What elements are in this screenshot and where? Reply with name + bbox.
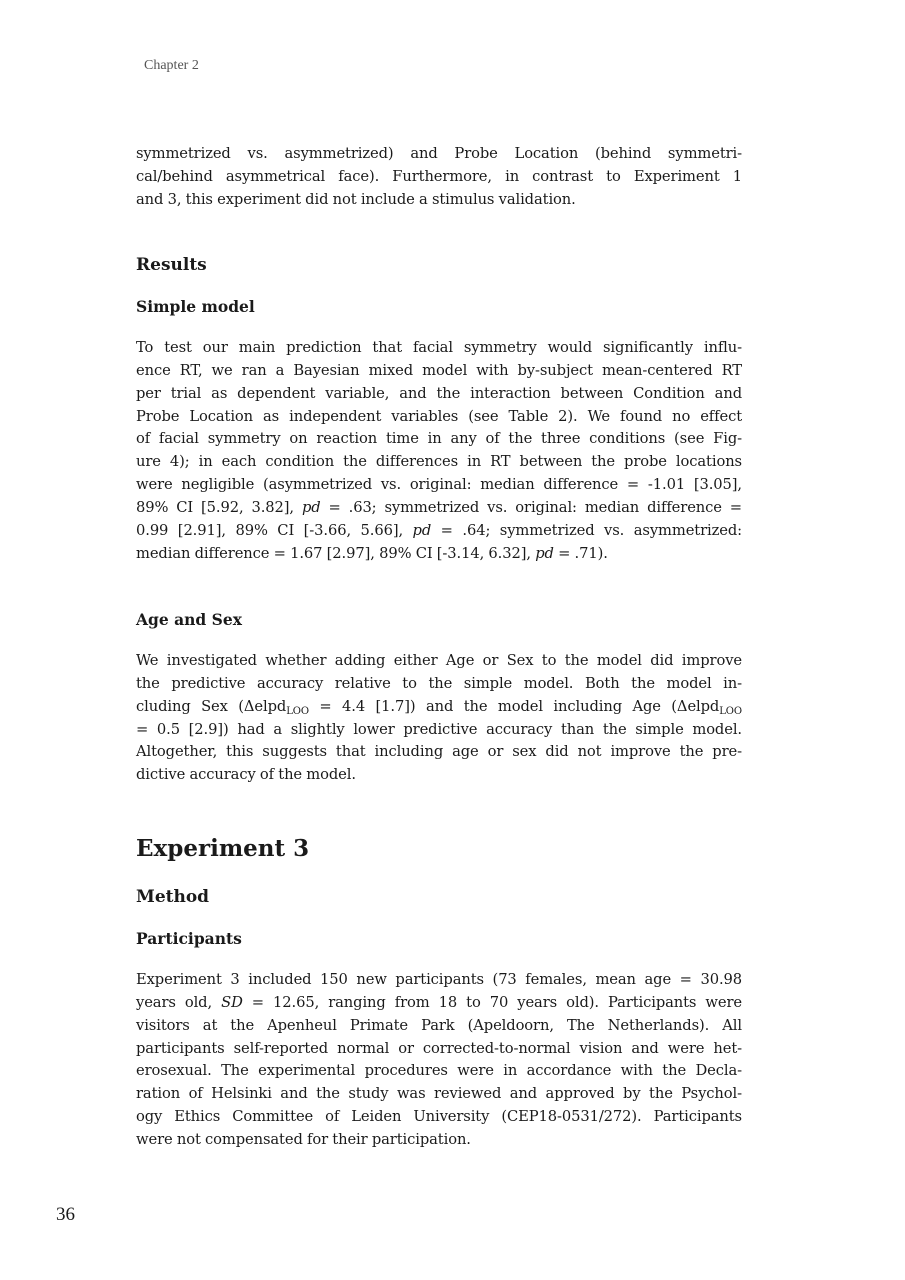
text-run: = .71). bbox=[553, 544, 608, 562]
paragraph-line: Experiment 3 included 150 new participants (73 females, mean age = 30.98 bbox=[136, 971, 742, 988]
pd-symbol: pd bbox=[412, 521, 432, 539]
participants-paragraph bbox=[136, 969, 742, 1152]
age-sex-paragraph bbox=[136, 650, 742, 787]
text-run: years old, bbox=[136, 993, 222, 1011]
paragraph-line: were not compensated for their participation. bbox=[136, 1130, 471, 1148]
text-run: = .63; symmetrized vs. original: median difference = bbox=[320, 498, 742, 516]
paragraph-line bbox=[136, 497, 742, 520]
paragraph-line bbox=[136, 696, 742, 719]
simple-model-paragraph bbox=[136, 337, 742, 565]
intro-line: and 3, this experiment did not include a stimulus validation. bbox=[136, 190, 576, 208]
paragraph-line: of facial symmetry on reaction time in any of the three conditions (see Fig- bbox=[136, 430, 742, 448]
paragraph-line: ence RT, we ran a Bayesian mixed model with by-subject mean-centered RT bbox=[136, 361, 742, 379]
paragraph-line: per trial as dependent variable, and the interaction between Condition and bbox=[136, 384, 742, 402]
paragraph-line: participants self-reported normal or corrected-to-normal vision and were het- bbox=[136, 1039, 742, 1057]
paragraph-line: We investigated whether adding either Age or Sex to the model did improve bbox=[136, 652, 742, 669]
age-sex-heading: Age and Sex bbox=[136, 610, 242, 629]
paragraph-line: To test our main prediction that facial symmetry would significantly influ- bbox=[136, 339, 742, 356]
paragraph-line: Probe Location as independent variables (see Table 2). We found no effect bbox=[136, 407, 742, 425]
loo-subscript: LOO bbox=[719, 705, 742, 717]
paragraph-line: were negligible (asymmetrized vs. original: median difference = -1.01 [3.05], bbox=[136, 476, 742, 494]
text-run: = 4.4 [1.7]) and the model including Age (Δelpd bbox=[308, 697, 720, 715]
text-run: 89% CI [5.92, 3.82], bbox=[136, 498, 302, 516]
running-head: Chapter 2 bbox=[144, 58, 199, 73]
sd-symbol: SD bbox=[221, 993, 243, 1011]
pd-symbol: pd bbox=[301, 498, 321, 516]
text-run: = .64; symmetrized vs. asymmetrized: bbox=[431, 521, 742, 539]
loo-subscript: LOO bbox=[286, 705, 309, 717]
text-run: = 12.65, ranging from 18 to 70 years old). Participants were bbox=[242, 993, 742, 1011]
text-run: cluding Sex (Δelpd bbox=[136, 697, 287, 715]
paragraph-line: dictive accuracy of the model. bbox=[136, 766, 356, 784]
paragraph-line: = 0.5 [2.9]) had a slightly lower predictive accuracy than the simple model. bbox=[136, 720, 742, 738]
paragraph-line: ogy Ethics Committee of Leiden University (CEP18-0531/272). Participants bbox=[136, 1108, 742, 1126]
paragraph-line bbox=[136, 543, 742, 566]
paragraph-line: visitors at the Apenheul Primate Park (Apeldoorn, The Netherlands). All bbox=[136, 1016, 742, 1034]
intro-line: symmetrized vs. asymmetrized) and Probe Location (behind symmetri- bbox=[136, 145, 742, 162]
intro-paragraph bbox=[136, 143, 742, 212]
results-heading: Results bbox=[136, 255, 207, 275]
experiment3-heading: Experiment 3 bbox=[136, 835, 310, 862]
intro-line: cal/behind asymmetrical face). Furthermore, in contrast to Experiment 1 bbox=[136, 167, 742, 185]
paragraph-line: erosexual. The experimental procedures were in accordance with the Decla- bbox=[136, 1062, 742, 1080]
pd-symbol: pd bbox=[535, 544, 554, 562]
paragraph-line: Altogether, this suggests that including age or sex did not improve the pre- bbox=[136, 743, 742, 761]
paragraph-line: the predictive accuracy relative to the simple model. Both the model in- bbox=[136, 674, 742, 692]
page-number: 36 bbox=[56, 1204, 75, 1225]
text-run: median difference = 1.67 [2.97], 89% CI [-3.14, 6.32], bbox=[136, 544, 536, 562]
paragraph-line: ure 4); in each condition the differences in RT between the probe locations bbox=[136, 453, 742, 471]
paragraph-line: ration of Helsinki and the study was reviewed and approved by the Psychol- bbox=[136, 1085, 742, 1103]
paragraph-line bbox=[136, 992, 742, 1015]
participants-heading: Participants bbox=[136, 929, 242, 948]
method-heading: Method bbox=[136, 887, 210, 907]
paragraph-line bbox=[136, 520, 742, 543]
text-run: 0.99 [2.91], 89% CI [-3.66, 5.66], bbox=[136, 521, 413, 539]
simple-model-heading: Simple model bbox=[136, 297, 255, 316]
